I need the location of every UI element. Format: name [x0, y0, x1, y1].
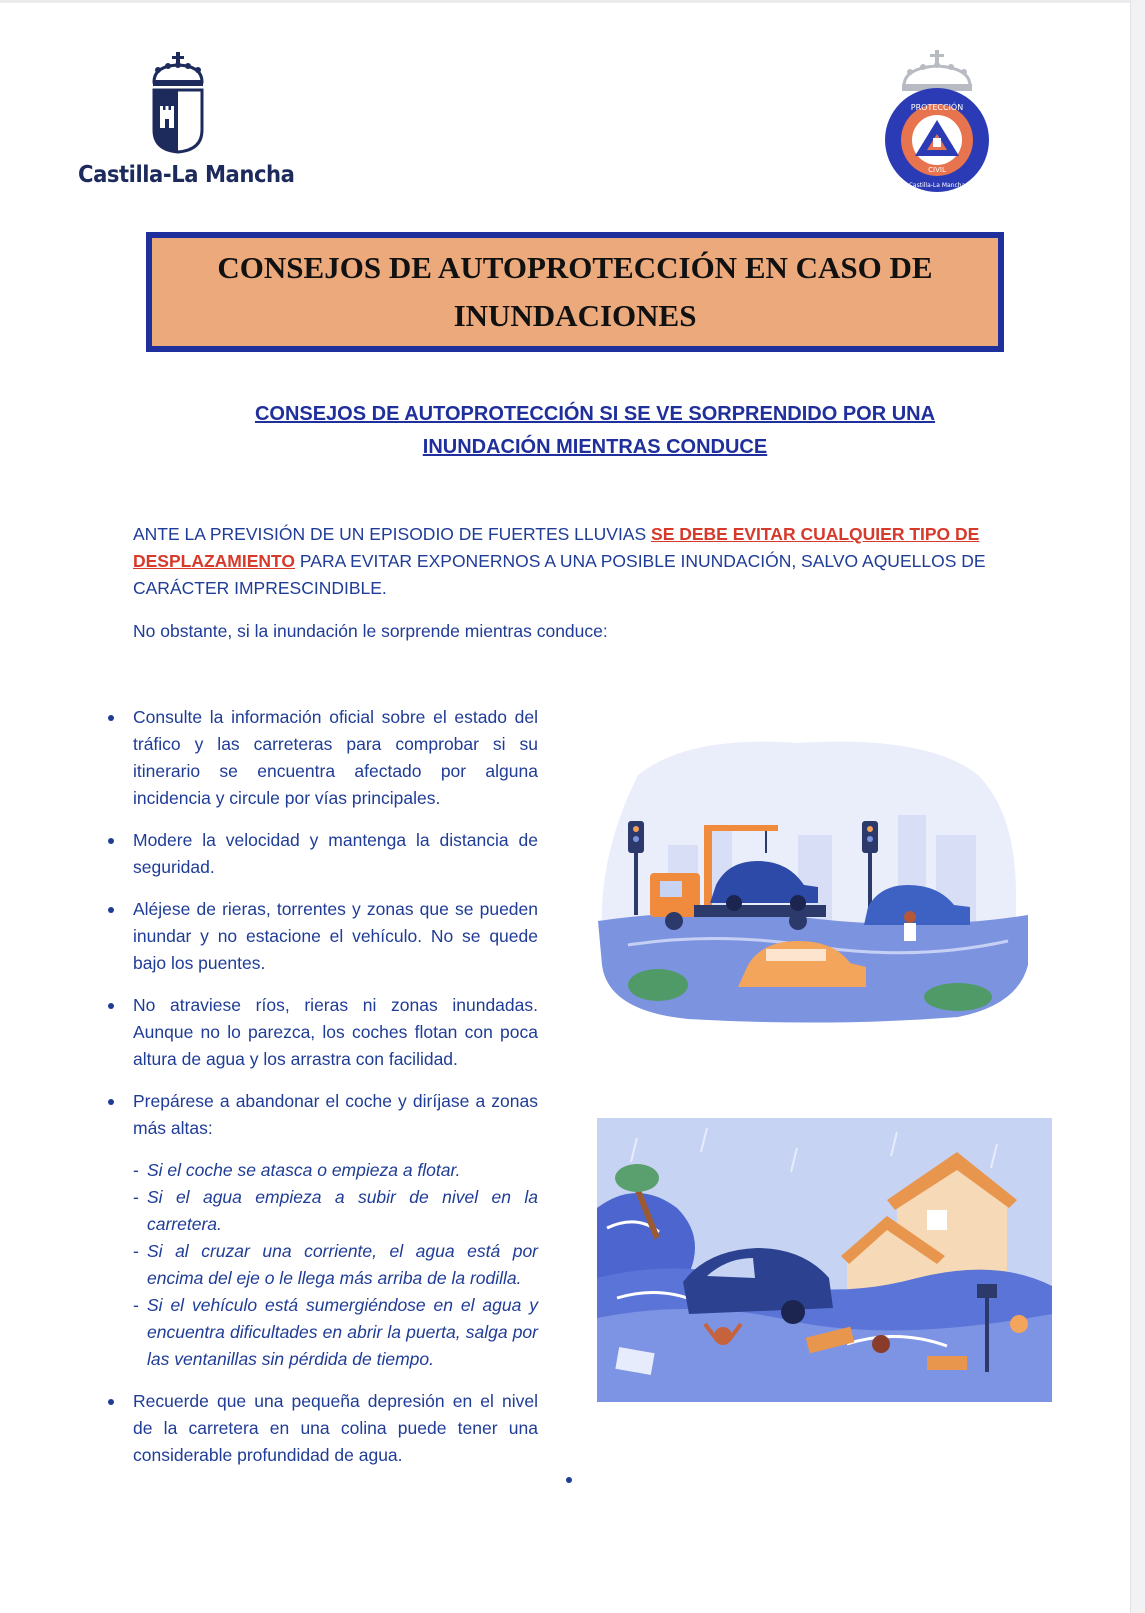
section-subtitle: CONSEJOS DE AUTOPROTECCIÓN SI SE VE SORPRENDIDO POR UNA INUNDACIÓN MIENTRAS CONDUCE [254, 403, 936, 458]
note-paragraph: No obstante, si la inundación le sorprende mientras conduce: [133, 621, 608, 641]
intro-after: PARA EVITAR EXPONERNOS A UNA POSIBLE INUNDACIÓN, SALVO AQUELLOS DE CARÁCTER IMPRESCINDIBLE. [133, 551, 986, 598]
crown-castle-emblem-icon [150, 52, 206, 156]
page-top-edge [0, 0, 1145, 3]
brand-name: Castilla-La Mancha [78, 162, 295, 188]
tip-item: Aléjese de rieras, torrentes y zonas que se pueden inundar y no estacione el vehículo. No se quede bajo los puentes. [133, 896, 538, 977]
ring-top-text: PROTECCIÓN [910, 103, 964, 112]
subtips-list [133, 1157, 538, 1373]
page-title: CONSEJOS DE AUTOPROTECCIÓN EN CASO DE INUNDACIONES [217, 250, 933, 333]
intro-paragraph [133, 521, 1005, 602]
tip-item: Modere la velocidad y mantenga la distancia de seguridad. [133, 827, 538, 881]
intro-warning: SE DEBE EVITAR CUALQUIER TIPO DE DESPLAZAMIENTO [133, 524, 980, 571]
page-dot [566, 1477, 572, 1483]
page-right-edge [1130, 0, 1145, 1613]
subtip-item: - Si al cruzar una corriente, el agua está por encima del eje o le llega más arriba de la rodilla. [133, 1238, 538, 1292]
tip-item: No atraviese ríos, rieras ni zonas inundadas. Aunque no lo parezca, los coches flotan con poca altura de agua y los arrastra con facilidad. [133, 992, 538, 1073]
intro-before: ANTE LA PREVISIÓN DE UN EPISODIO DE FUERTES LLUVIAS [133, 524, 652, 544]
subtip-item: - Si el coche se atasca o empieza a flotar. [133, 1157, 538, 1184]
tip-item: Recuerde que una pequeña depresión en el nivel de la carretera en una colina puede tener una considerable profundidad de agua. [133, 1388, 538, 1469]
proteccion-civil-logo [872, 46, 1002, 196]
ring-bottom-text: Castilla-La Mancha [908, 182, 966, 189]
subtip-item: - Si el vehículo está sumergiéndose en el agua y encuentra dificultades en abrir la puerta, salga por las ventanillas sin pérdida de tiempo. [133, 1292, 538, 1373]
ring-mid-text: CIVIL [928, 166, 946, 174]
tips-list [133, 704, 538, 1484]
title-box [146, 232, 1004, 352]
subtip-item: - Si el agua empieza a subir de nivel en la carretera. [133, 1184, 538, 1238]
tip-item-label: Prepárese a abandonar el coche y diríjase a zonas más altas: [133, 1091, 538, 1138]
tip-item-abandon [133, 1088, 538, 1373]
proteccion-civil-emblem-icon [872, 46, 1002, 196]
castilla-la-mancha-logo [74, 52, 295, 192]
flood-house-illustration [597, 1118, 1052, 1402]
tip-item: Consulte la información oficial sobre el estado del tráfico y las carreteras para comprobar si su itinerario se encuentra afectado por alguna incidencia y circule por vías principales. [133, 704, 538, 812]
flooded-street-illustration [598, 735, 1034, 1025]
